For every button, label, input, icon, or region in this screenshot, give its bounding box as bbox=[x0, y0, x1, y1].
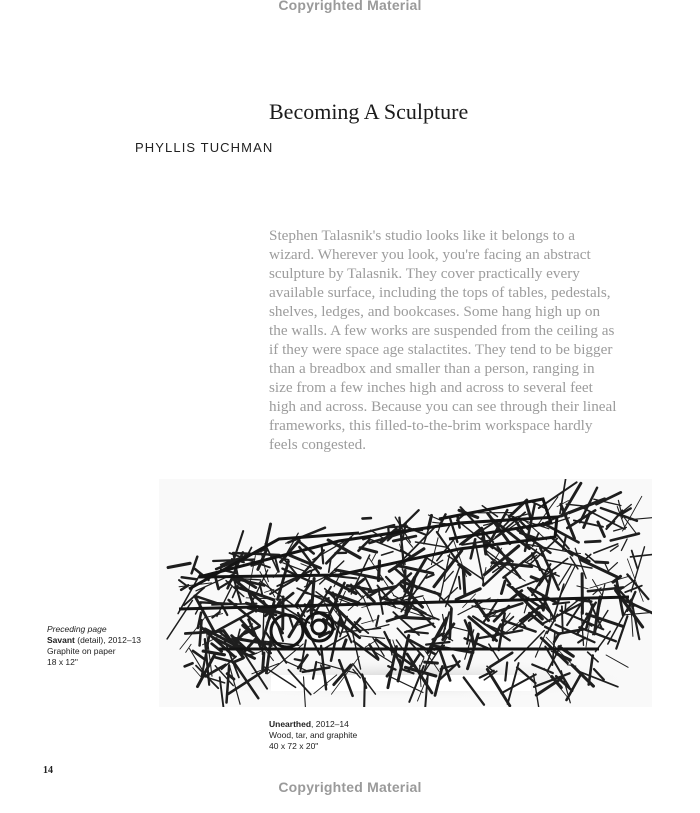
artwork-size: 18 x 12" bbox=[47, 657, 78, 667]
intro-line: wizard. Wherever you look, you're facing an abstract bbox=[269, 246, 591, 263]
sculpture-strut bbox=[363, 518, 371, 519]
intro-line: frameworks, this filled-to-the-brim workspace hardly bbox=[269, 417, 593, 434]
sculpture-strut bbox=[585, 541, 600, 542]
artwork-medium: Graphite on paper bbox=[47, 646, 116, 656]
intro-line: high and across. Because you can see through their lineal bbox=[269, 398, 617, 415]
intro-paragraph bbox=[269, 226, 657, 454]
sculpture-strut bbox=[379, 561, 380, 580]
artwork-medium: Wood, tar, and graphite bbox=[269, 730, 358, 740]
sculpture-strut bbox=[263, 653, 264, 669]
sculpture-strut bbox=[463, 569, 465, 595]
artwork-date: (detail), 2012–13 bbox=[74, 635, 142, 645]
chapter-title: Becoming A Sculpture bbox=[269, 99, 469, 124]
caption-title-line bbox=[269, 719, 357, 730]
copyright-watermark-top: Copyrighted Material bbox=[278, 0, 422, 13]
page-number: 14 bbox=[43, 765, 53, 776]
artwork-size: 40 x 72 x 20" bbox=[269, 741, 319, 751]
intro-line: available surface, including the tops of tables, pedestals, bbox=[269, 284, 611, 301]
sculpture-strut bbox=[565, 604, 566, 612]
sculpture-strut bbox=[596, 562, 608, 563]
author-name: PHYLLIS TUCHMAN bbox=[135, 140, 274, 155]
sculpture-strut bbox=[400, 660, 402, 669]
intro-line: sculpture by Talasnik. They cover practically every bbox=[269, 265, 580, 282]
sculpture-strut bbox=[364, 678, 365, 707]
artwork-title: Savant bbox=[47, 635, 75, 645]
sculpture-strut bbox=[459, 577, 460, 589]
sculpture-photo bbox=[159, 479, 652, 707]
sculpture-strut bbox=[450, 609, 452, 639]
caption-label: Preceding page bbox=[47, 624, 107, 634]
copyright-watermark-bottom: Copyrighted Material bbox=[278, 779, 422, 795]
artwork-title: Unearthed bbox=[269, 719, 312, 729]
caption-title-line bbox=[47, 635, 141, 646]
intro-line: if they were space age stalactites. They tend to be bigger bbox=[269, 341, 613, 358]
sculpture-strut bbox=[426, 618, 435, 619]
intro-line: Stephen Talasnik's studio looks like it belongs to a bbox=[269, 227, 575, 244]
intro-line: shelves, ledges, and bookcases. Some hang high up on bbox=[269, 303, 601, 320]
intro-line: size from a few inches high and across to several feet bbox=[269, 379, 593, 396]
artwork-date: , 2012–14 bbox=[311, 719, 349, 729]
figure-caption bbox=[269, 719, 357, 752]
intro-line: feels congested. bbox=[269, 436, 366, 453]
preceding-page-caption bbox=[47, 624, 141, 668]
intro-line: the walls. A few works are suspended from the ceiling as bbox=[269, 322, 615, 339]
sculpture-strut bbox=[322, 546, 324, 563]
lattice-sculpture-icon bbox=[159, 479, 652, 707]
intro-line: than a breadbox and smaller than a person, ranging in bbox=[269, 360, 595, 377]
